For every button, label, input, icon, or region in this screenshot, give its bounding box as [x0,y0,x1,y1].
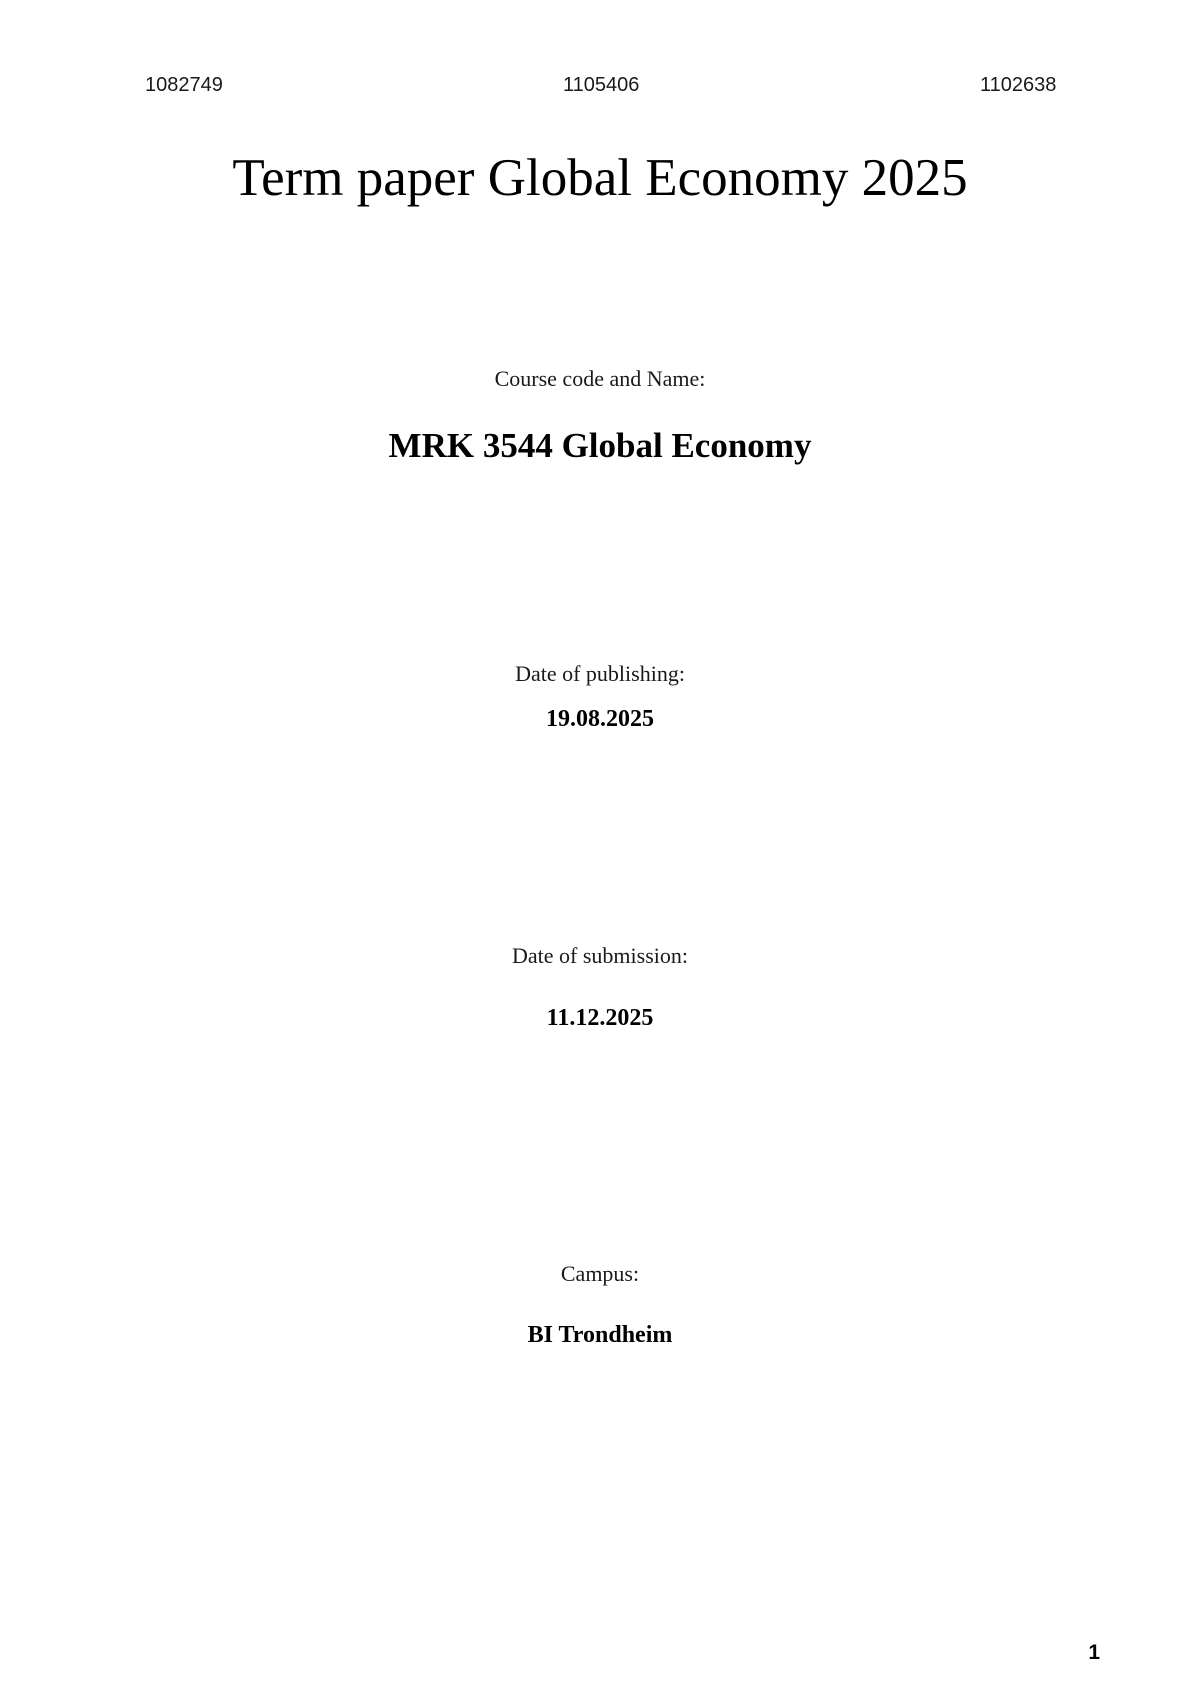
header-student-id-2: 1105406 [563,74,640,96]
course-label: Course code and Name: [494,366,706,391]
page-number: 1 [1088,1641,1100,1664]
course-value: MRK 3544 Global Economy [388,426,812,465]
submission-date-label: Date of submission: [512,943,688,968]
header-student-id-1: 1082749 [145,74,223,96]
campus-value: BI Trondheim [527,1322,673,1348]
header-student-id-3: 1102638 [980,74,1057,96]
campus-label: Campus: [560,1261,640,1286]
publishing-date-label: Date of publishing: [515,661,685,686]
document-title: Term paper Global Economy 2025 [232,149,968,207]
publishing-date-value: 19.08.2025 [546,706,654,732]
submission-date-value: 11.12.2025 [546,1005,654,1031]
